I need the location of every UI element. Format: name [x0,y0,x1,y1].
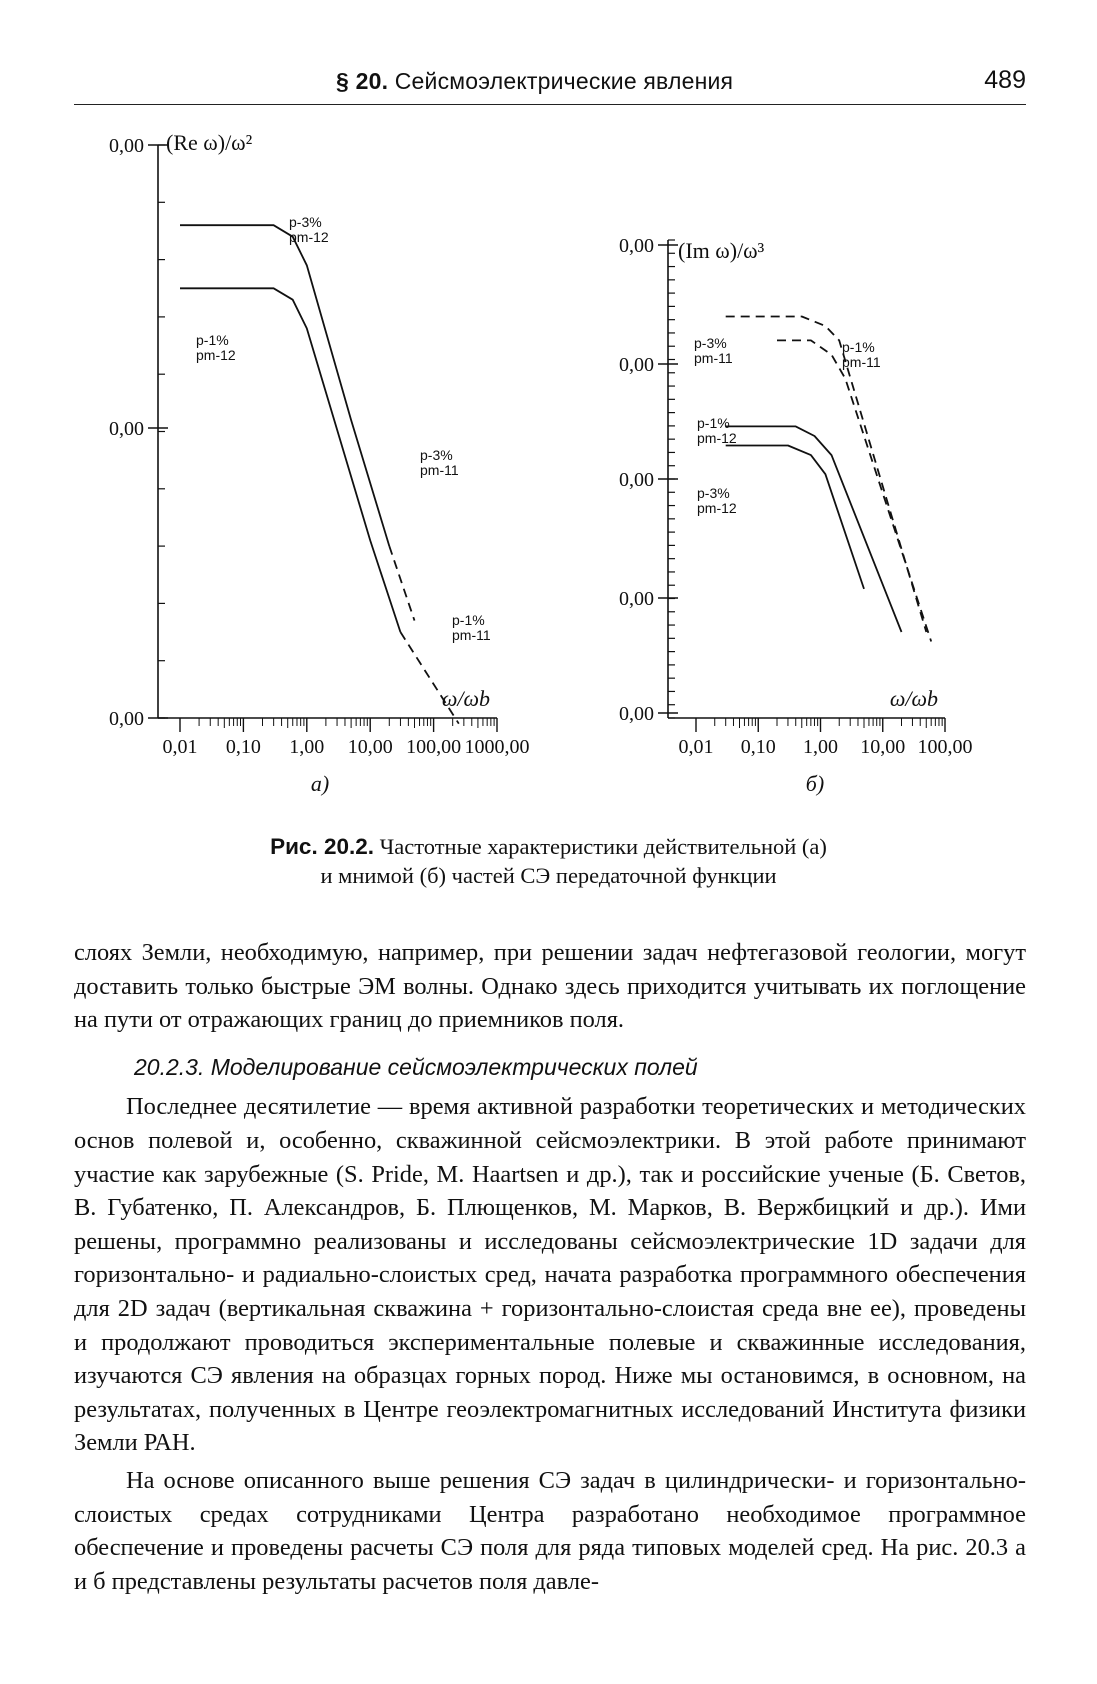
x-tick-label: 10,00 [860,736,906,758]
series-line [400,632,458,724]
curve-annotation [842,339,881,370]
y-tick-label: 0,00 [619,703,654,725]
series-line [777,340,931,641]
paragraph-3: На основе описанного выше решения СЭ задач в цилиндрически- и горизонтально-слоистых средах сотрудниками Центра разработано необходимое программное обеспечение и проведены расчеты СЭ поля для ряда типовых моделей сред. На рис. 20.3 а и б представлены результаты расчетов поля давле- [74,1466,1026,1595]
x-tick-label: 1,00 [289,736,325,758]
x-tick-label: 1,00 [803,736,838,758]
chart-b [619,235,973,796]
curve-annotation-line: p-1% [196,332,229,348]
curve-annotation-line: p-1% [697,415,730,431]
curve-annotation [289,214,329,245]
curve-annotation-line: p-3% [694,335,727,351]
curve-annotation [694,335,733,366]
curve-annotation-line: pm-11 [452,627,491,643]
curve-annotation-line: pm-12 [697,500,737,516]
y-tick-label: 0,00 [109,708,144,730]
x-tick-label: 0,10 [225,736,261,758]
curve-annotation-line: p-3% [289,214,322,230]
panel-label: б) [805,771,825,796]
y-axis-label: (Re ω)/ω² [166,130,253,155]
curve-annotation-line: pm-12 [697,430,737,446]
x-tick-label: 100,00 [406,736,462,758]
curve-annotation-line: pm-11 [842,354,881,370]
body-text [74,936,1026,1598]
y-tick-label: 0,00 [619,354,654,376]
y-axis-label: (Im ω)/ω³ [678,238,765,263]
caption-label: Рис. 20.2. [270,834,374,859]
y-tick-label: 0,00 [619,469,654,491]
curve-annotation-line: pm-12 [289,229,329,245]
figure-20-2 [0,0,1097,840]
curve-annotation-line: pm-11 [420,462,459,478]
curve-annotation [196,332,236,363]
curve-annotation-line: p-3% [697,485,730,501]
curve-annotation-line: p-3% [420,447,453,463]
figure-caption [0,832,1097,890]
caption-line-1: Частотные характеристики действительной (а) [379,834,827,859]
paragraph-2: Последнее десятилетие — время активной разработки теоретических и методических основ полевой и, особенно, скважинной сейсмоэлектрики. В этой работе принимают участие как зарубежные (S. Pride, M. Haartsen и др.), так и российские ученые (Б. Светов, В. Губатенко, П. Александров, Б. Плющенков, М. Марков, В. Вержбицкий и др.). Ими решены, программно реализованы и исследованы сейсмоэлектрические 1D задачи для горизонтально- и радиально-слоистых сред, начата разработка программного обеспечения для 2D задач (вертикальная скважина + горизонтально-слоистая среда вне ее), проведены и продолжают проводиться экспериментальные полевые и скважинные исследования, изучаются СЭ явления на образцах горных пород. Ниже мы остановимся, в основном, на результатах, полученных в Центре геоэлектромагнитных исследований Института физики Земли РАН. [74,1093,1026,1457]
chart-a [109,130,530,796]
series-line [726,446,864,589]
subsection-heading: 20.2.3. Моделирование сейсмоэлектрических полей [134,1053,698,1080]
x-tick-label: 100,00 [917,736,973,758]
curve-annotation [420,447,459,478]
x-tick-label: 0,10 [740,736,776,758]
section-title: Сейсмоэлектрические явления [394,68,734,94]
curve-annotation [697,485,737,516]
x-axis-label: ω/ωb [889,686,938,711]
section-number: § 20. [336,68,389,94]
panel-label: а) [310,771,330,796]
y-tick-label: 0,00 [109,418,144,440]
curve-annotation-line: p-1% [842,339,875,355]
y-tick-label: 0,00 [619,588,654,610]
y-tick-label: 0,00 [619,235,654,257]
curve-annotation [452,612,491,643]
x-tick-label: 1000,00 [464,736,530,758]
curve-annotation-line: p-1% [452,612,485,628]
curve-annotation [697,415,737,446]
y-tick-label: 0,00 [109,135,144,157]
x-tick-label: 0,01 [678,736,714,758]
paragraph-1: слоях Земли, необходимую, например, при решении задач нефтегазовой геологии, могут доставить только быстрые ЭМ волны. Однако здесь приходится учитывать их поглощение на пути от отражающих границ до приемников поля. [74,939,1026,1034]
x-axis-label: ω/ωb [441,686,490,711]
x-tick-label: 0,01 [162,736,198,758]
curve-annotation-line: pm-12 [196,347,236,363]
curve-annotation-line: pm-11 [694,350,733,366]
caption-line-2: и мнимой (б) частей СЭ передаточной функции [320,863,777,888]
x-tick-label: 10,00 [347,736,393,758]
page-number: 489 [984,66,1026,94]
